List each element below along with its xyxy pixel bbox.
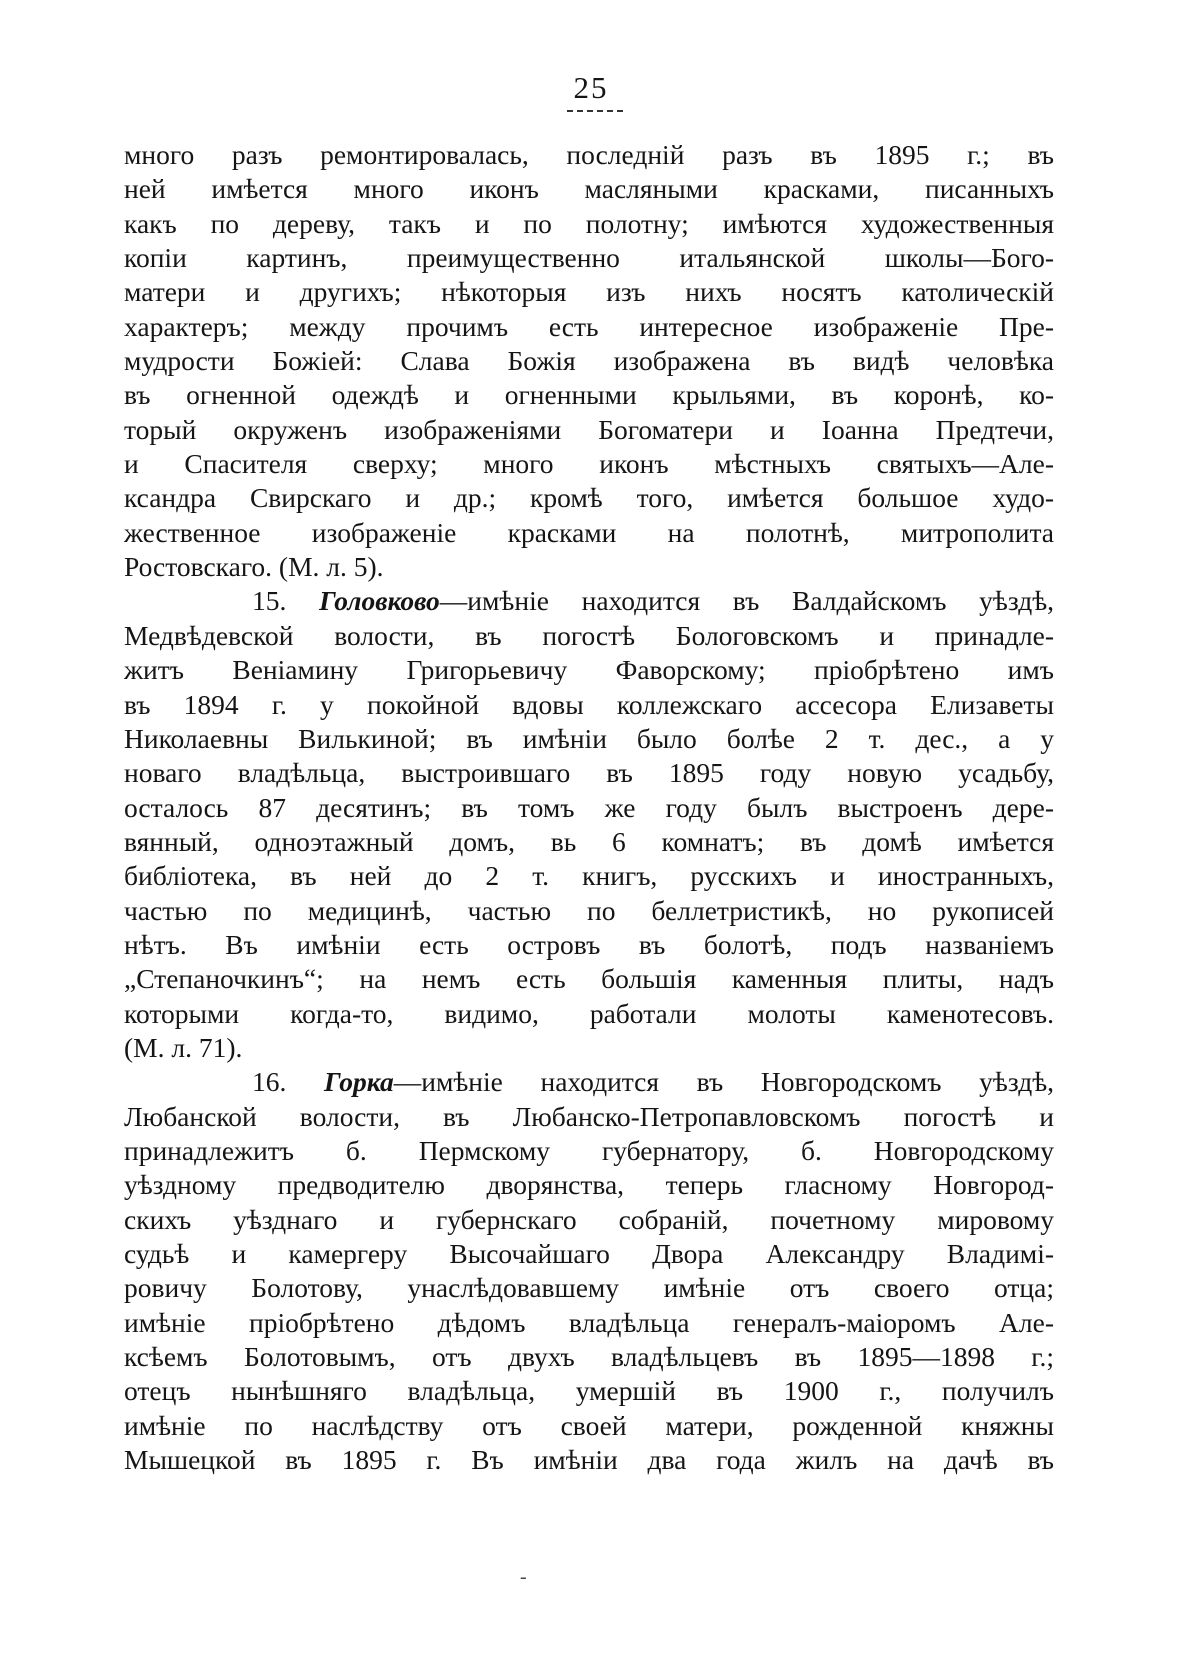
entry-first-line: —имѣніе находится въ Валдайскомъ уѣздѣ, xyxy=(439,585,1054,617)
text-line: отецъ нынѣшняго владѣльца, умершій въ 1900 г., получилъ xyxy=(124,1375,1054,1407)
text-line: Любанской волости, въ Любанско-Петропавловскомъ погостѣ и xyxy=(124,1100,1054,1132)
text-line: жественное изображеніе красками на полотнѣ, митрополита xyxy=(124,516,1054,548)
entry-number: 16. xyxy=(252,1066,287,1098)
text-line: уѣздному предводителю дворянства, теперь гласному Новгород- xyxy=(124,1169,1054,1201)
text-line: въ 1894 г. у покойной вдовы коллежскаго ассесора Елизаветы xyxy=(124,688,1054,720)
text-line: „Степаночкинъ“; на немъ есть большія каменныя плиты, надъ xyxy=(124,963,1054,995)
text-line: осталось 87 десятинъ; въ томъ же году былъ выстроенъ дере- xyxy=(124,791,1054,823)
footer-mark: - xyxy=(520,1566,527,1588)
text-line: имѣніе по наслѣдству отъ своей матери, рожденной княжны xyxy=(124,1409,1054,1441)
text-line: торый окруженъ изображеніями Богоматери и Іоанна Предтечи, xyxy=(124,413,1054,445)
text-line: ксандра Свирскаго и др.; кромѣ того, имѣется большое худо- xyxy=(124,482,1054,514)
text-line: копіи картинъ, преимущественно итальянской школы—Бого- xyxy=(124,242,1054,274)
text-line: характеръ; между прочимъ есть интересное изображеніе Пре- xyxy=(124,310,1054,342)
text-line: въ огненной одеждѣ и огненными крыльями, въ коронѣ, ко- xyxy=(124,379,1054,411)
text-line: много разъ ремонтировалась, последній разъ въ 1895 г.; въ xyxy=(124,139,1054,170)
text-line: новаго владѣльца, выстроившаго въ 1895 году новую усадьбу, xyxy=(124,757,1054,789)
text-line: (М. л. 71). xyxy=(124,1031,243,1063)
text-line: нѣтъ. Въ имѣніи есть островъ въ болотѣ, подъ названіемъ xyxy=(124,928,1054,960)
text-line: вянный, одноэтажный домъ, вь 6 комнатъ; въ домѣ имѣется xyxy=(124,825,1054,857)
text-line: частью по медицинѣ, частью по беллетристикѣ, но рукописей xyxy=(124,894,1054,926)
text-line: судьѣ и камергеру Высочайшаго Двора Александру Владимі- xyxy=(124,1238,1054,1269)
text-line: ровичу Болотову, унаслѣдовавшему имѣніе отъ своего отца; xyxy=(124,1272,1054,1304)
text-line: имѣніе пріобрѣтено дѣдомъ владѣльца генералъ-маіоромъ Але- xyxy=(124,1306,1054,1338)
page-number-rule xyxy=(567,110,623,112)
text-line: которыми когда-то, видимо, работали молоты каменотесовъ. xyxy=(124,997,1054,1029)
text-line: ксѣемъ Болотовымъ, отъ двухъ владѣльцевъ въ 1895—1898 г.; xyxy=(124,1341,1054,1373)
body-text xyxy=(124,138,1054,1477)
entry-heading-line xyxy=(124,584,1054,618)
text-line: и Спасителя сверху; много иконъ мѣстныхъ святыхъ—Але- xyxy=(124,448,1054,480)
text-line: принадлежитъ б. Пермскому губернатору, б. Новгородскому xyxy=(124,1134,1054,1166)
entry-title: Головково xyxy=(319,585,440,617)
entry-first-line: —имѣніе находится въ Новгородскомъ уѣздѣ, xyxy=(393,1066,1054,1098)
text-line: ней имѣется много иконъ масляными красками, писанныхъ xyxy=(124,173,1054,205)
text-line: житъ Веніамину Григорьевичу Фаворскому; пріобрѣтено имъ xyxy=(124,654,1054,686)
text-line: Медвѣдевской волости, въ погостѣ Бологовскомъ и принадле- xyxy=(124,619,1054,651)
text-line: мудрости Божіей: Слава Божія изображена въ видѣ человѣка xyxy=(124,345,1054,377)
entry-heading-line xyxy=(124,1065,1054,1099)
page-number: 25 xyxy=(573,70,609,105)
entry-title: Горка xyxy=(324,1066,394,1098)
text-line: какъ по дереву, такъ и по полотну; имѣются художественныя xyxy=(124,207,1054,239)
text-line: Мышецкой въ 1895 г. Въ имѣніи два года жилъ на дачѣ въ xyxy=(124,1444,1054,1476)
text-line: Ростовскаго. (М. л. 5). xyxy=(124,551,384,583)
entry-number: 15. xyxy=(252,585,287,617)
text-line: библіотека, въ ней до 2 т. книгъ, русскихъ и иностранныхъ, xyxy=(124,860,1054,892)
text-line: Николаевны Вилькиной; въ имѣніи было болѣе 2 т. дес., а у xyxy=(124,722,1054,754)
text-line: скихъ уѣзднаго и губернскаго собраній, почетному мировому xyxy=(124,1203,1054,1235)
text-line: матери и другихъ; нѣкоторыя изъ нихъ носятъ католическій xyxy=(124,276,1054,308)
